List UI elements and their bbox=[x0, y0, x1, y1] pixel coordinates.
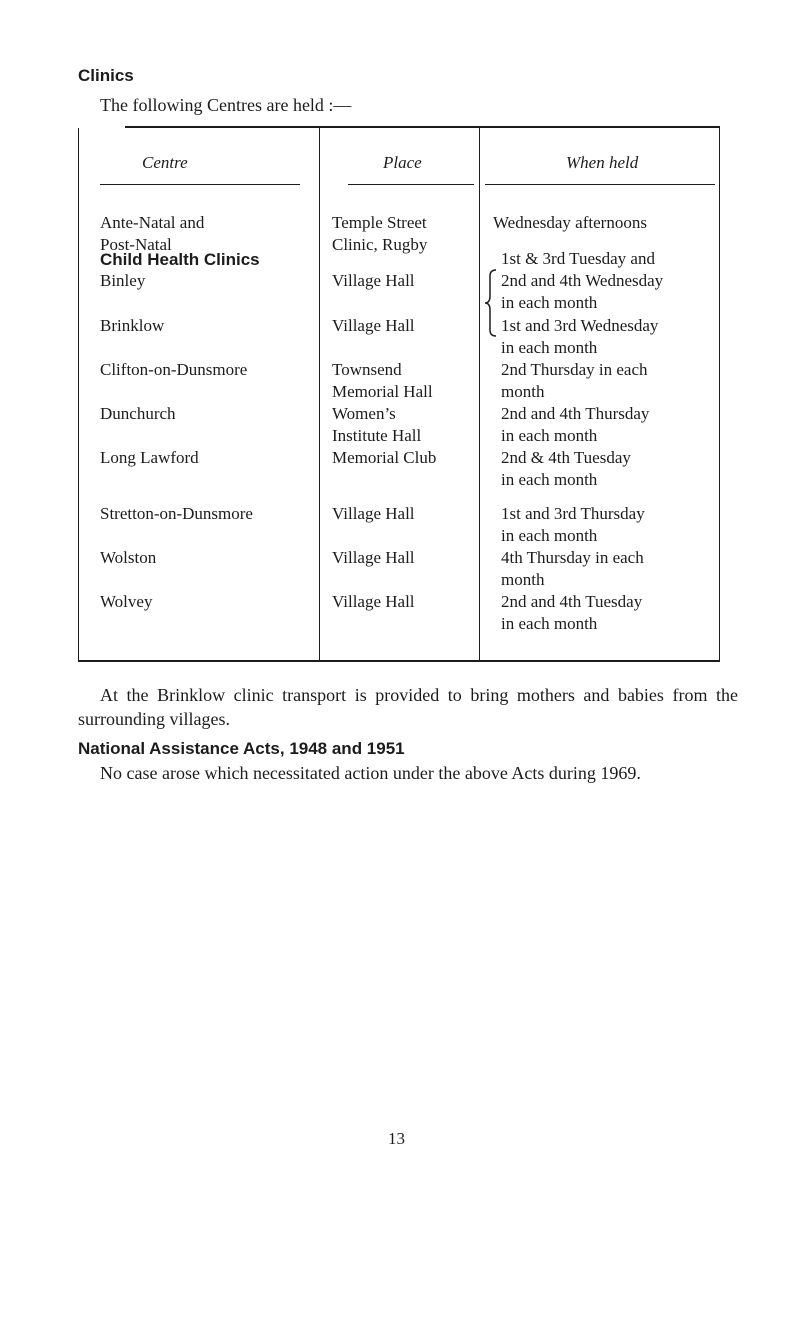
cell-line: Memorial Hall bbox=[332, 382, 433, 401]
page-number: 13 bbox=[388, 1129, 405, 1148]
intro-text: The following Centres are held :— bbox=[100, 95, 352, 115]
cell-line: in each month bbox=[501, 293, 598, 312]
cell-line: Long Lawford bbox=[100, 448, 199, 467]
cell-line: 2nd and 4th Tuesday bbox=[501, 592, 643, 611]
row-clifton-when bbox=[501, 359, 648, 403]
national-assistance-text: No case arose which necessitated action under the above Acts during 1969. bbox=[100, 763, 641, 783]
header-underline-centre bbox=[100, 184, 300, 185]
cell-line: 2nd and 4th Thursday bbox=[501, 404, 650, 423]
cell-line: Ante-Natal and bbox=[100, 213, 205, 232]
transport-note: At the Brinklow clinic transport is provided to bring mothers and babies from the surrounding villages. bbox=[78, 685, 738, 729]
row-wolston-place bbox=[332, 547, 415, 569]
cell-line: month bbox=[501, 570, 545, 589]
row-long-lawford-when bbox=[501, 447, 631, 491]
cell-line: 1st and 3rd Wednesday bbox=[501, 316, 659, 335]
row-dunchurch-centre bbox=[100, 403, 176, 425]
header-centre: Centre bbox=[142, 153, 188, 172]
row-stretton-place bbox=[332, 503, 415, 525]
cell-line: Village Hall bbox=[332, 548, 415, 567]
section-heading-clinics: Clinics bbox=[78, 66, 134, 85]
table-divider-2 bbox=[479, 128, 480, 661]
row-brinklow-place bbox=[332, 315, 415, 337]
cell-line: Wolvey bbox=[100, 592, 153, 611]
cell-line: Clifton-on-Dunsmore bbox=[100, 360, 248, 379]
row-binley-centre bbox=[100, 270, 145, 292]
row-wolvey-when bbox=[501, 591, 642, 635]
curly-brace-icon bbox=[484, 268, 498, 338]
row-binley-place bbox=[332, 270, 415, 292]
cell-line: in each month bbox=[501, 614, 598, 633]
cell-line: Stretton-on-Dunsmore bbox=[100, 504, 253, 523]
table-left-rule bbox=[78, 128, 79, 661]
cell-line: Dunchurch bbox=[100, 404, 176, 423]
cell-line: Village Hall bbox=[332, 271, 415, 290]
cell-line: in each month bbox=[501, 338, 598, 357]
cell-line: in each month bbox=[501, 426, 598, 445]
header-when-held: When held bbox=[566, 153, 639, 172]
row-long-lawford-centre bbox=[100, 447, 199, 469]
cell-line: 2nd Thursday in each bbox=[501, 360, 648, 379]
section-heading-national-assistance: National Assistance Acts, 1948 and 1951 bbox=[78, 739, 405, 758]
cell-line: Institute Hall bbox=[332, 426, 422, 445]
row-antenatal-place bbox=[332, 212, 427, 256]
row-binley-when bbox=[501, 248, 663, 314]
cell-line: Memorial Club bbox=[332, 448, 437, 467]
row-dunchurch-when bbox=[501, 403, 649, 447]
cell-line: 1st and 3rd Thursday bbox=[501, 504, 645, 523]
cell-line: Brinklow bbox=[100, 316, 165, 335]
row-antenatal-when bbox=[493, 212, 647, 234]
row-wolvey-place bbox=[332, 591, 415, 613]
cell-line: Wednesday afternoons bbox=[493, 213, 647, 232]
row-wolvey-centre bbox=[100, 591, 152, 613]
table-bottom-rule bbox=[78, 660, 720, 662]
row-brinklow-centre bbox=[100, 315, 164, 337]
cell-line: 2nd and 4th Wednesday bbox=[501, 271, 664, 290]
row-brinklow-when bbox=[501, 315, 658, 359]
cell-line: Village Hall bbox=[332, 504, 415, 523]
row-clifton-centre bbox=[100, 359, 247, 381]
header-underline-place bbox=[348, 184, 474, 185]
header-underline-when bbox=[485, 184, 715, 185]
row-long-lawford-place bbox=[332, 447, 436, 469]
table-divider-1 bbox=[319, 128, 320, 661]
row-stretton-centre bbox=[100, 503, 253, 525]
cell-line: Village Hall bbox=[332, 316, 415, 335]
table-right-rule bbox=[719, 126, 720, 661]
cell-line: Clinic, Rugby bbox=[332, 235, 428, 254]
row-dunchurch-place bbox=[332, 403, 421, 447]
cell-line: Post-Natal bbox=[100, 235, 172, 254]
cell-line: Village Hall bbox=[332, 592, 415, 611]
table-top-rule bbox=[125, 126, 720, 128]
header-place: Place bbox=[383, 153, 422, 172]
cell-line: 2nd & 4th Tuesday bbox=[501, 448, 631, 467]
cell-line: Temple Street bbox=[332, 213, 427, 232]
cell-line: Wolston bbox=[100, 548, 157, 567]
subheading-child-health-clinics: Child Health Clinics bbox=[100, 250, 260, 269]
row-wolston-centre bbox=[100, 547, 156, 569]
cell-line: in each month bbox=[501, 470, 598, 489]
cell-line: 4th Thursday in each bbox=[501, 548, 644, 567]
row-stretton-when bbox=[501, 503, 645, 547]
cell-line: in each month bbox=[501, 526, 598, 545]
cell-line: month bbox=[501, 382, 545, 401]
cell-line: 1st & 3rd Tuesday and bbox=[501, 249, 655, 268]
cell-line: Women’s bbox=[332, 404, 396, 423]
row-clifton-place bbox=[332, 359, 433, 403]
cell-line: Townsend bbox=[332, 360, 402, 379]
row-wolston-when bbox=[501, 547, 644, 591]
cell-line: Binley bbox=[100, 271, 146, 290]
